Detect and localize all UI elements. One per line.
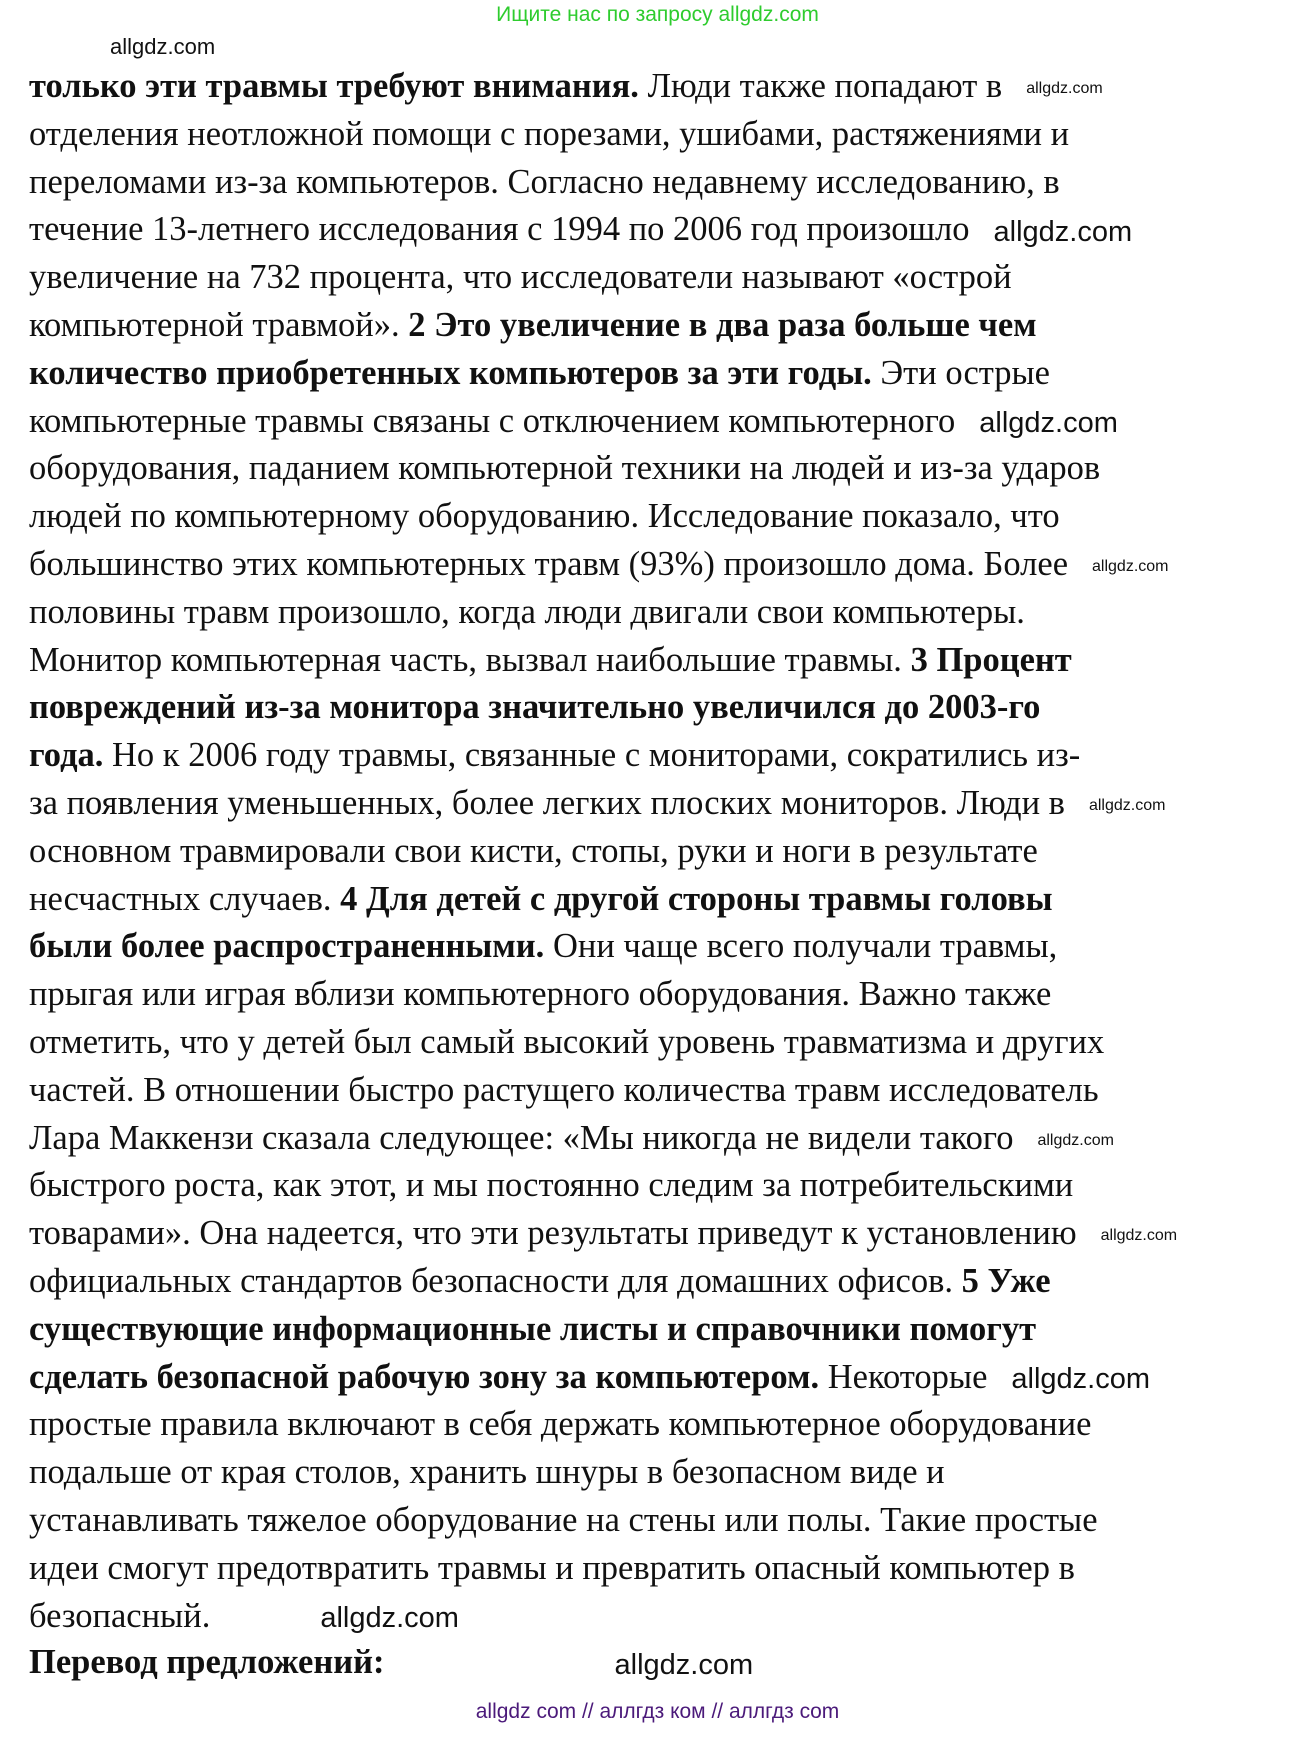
text-segment: частей. В отношении быстро растущего количества травм исследователь bbox=[29, 1070, 1099, 1109]
text-line bbox=[29, 974, 1051, 1014]
text-segment: Эти острые bbox=[871, 353, 1050, 392]
text-line bbox=[29, 162, 1060, 202]
text-segment: простые правила включают в себя держать компьютерное оборудование bbox=[29, 1405, 1092, 1444]
text-segment: за появления уменьшенных, более легких плоских мониторов. Люди в bbox=[29, 784, 1065, 822]
text-segment: половины травм произошло, когда люди двигали свои компьютеры. bbox=[29, 592, 1025, 631]
bold-text-segment: только эти травмы требуют внимания. bbox=[29, 67, 639, 105]
text-line bbox=[29, 1452, 945, 1492]
text-line bbox=[29, 783, 1165, 823]
text-segment: переломами из-за компьютеров. Согласно недавнему исследованию, в bbox=[29, 162, 1060, 201]
text-line bbox=[29, 592, 1025, 632]
bold-text-segment: повреждений из-за монитора значительно увеличился до 2003-го bbox=[29, 688, 1041, 727]
watermark: allgdz.com bbox=[320, 1602, 459, 1635]
text-segment: несчастных случаев. bbox=[29, 879, 341, 918]
text-line bbox=[29, 687, 1040, 727]
text-segment: прыгая или играя вблизи компьютерного оборудования. Важно также bbox=[29, 975, 1052, 1014]
watermark: allgdz.com bbox=[1011, 1363, 1151, 1396]
text-segment: подальше от края столов, хранить шнуры в безопасном виде и bbox=[29, 1453, 945, 1492]
watermark: allgdz.com bbox=[993, 215, 1133, 248]
text-segment: Они чаще всего получали травмы, bbox=[544, 927, 1058, 966]
text-line bbox=[29, 544, 1169, 584]
text-line bbox=[29, 1548, 1075, 1588]
text-segment: отметить, что у детей был самый высокий уровень травматизма и других bbox=[29, 1023, 1105, 1061]
text-line bbox=[29, 257, 1012, 297]
text-segment: течение 13-летнего исследования с 1994 по 2006 год произошло bbox=[29, 210, 970, 249]
text-line bbox=[29, 401, 1118, 441]
text-line bbox=[29, 66, 1103, 106]
watermark: allgdz.com bbox=[1100, 1227, 1178, 1245]
text-line bbox=[29, 735, 1080, 775]
search-banner: Ищите нас по запросу allgdz.com bbox=[496, 3, 819, 26]
watermark: allgdz.com bbox=[1088, 797, 1166, 815]
text-line bbox=[29, 1118, 1114, 1158]
footer-watermark: allgdz com // аллгдз ком // аллгдз com bbox=[475, 1700, 840, 1723]
bold-text-segment: количество приобретенных компьютеров за эти годы. bbox=[29, 353, 872, 392]
watermark: allgdz.com bbox=[110, 34, 216, 59]
text-segment: увеличение на 732 процента, что исследователи называют «острой bbox=[29, 258, 1012, 297]
bold-text-segment: 3 Процент bbox=[910, 640, 1072, 679]
text-segment: Монитор компьютерная часть, вызвал наибольшие травмы. bbox=[29, 640, 911, 679]
text-segment: быстрого роста, как этот, и мы постоянно следим за потребительскими bbox=[29, 1166, 1074, 1205]
bold-text-segment: были более распространенными. bbox=[29, 927, 545, 966]
text-line bbox=[29, 879, 1053, 919]
text-line bbox=[29, 353, 1050, 393]
text-segment: отделения неотложной помощи с порезами, ушибами, растяжениями и bbox=[29, 114, 1070, 153]
bold-text-segment: 4 Для детей с другой стороны травмы головы bbox=[340, 879, 1053, 918]
bold-text-segment: года. bbox=[29, 736, 104, 775]
text-line bbox=[29, 1213, 1177, 1253]
watermark: allgdz.com bbox=[614, 1648, 754, 1681]
text-line bbox=[29, 305, 1037, 345]
text-line bbox=[29, 1022, 1104, 1062]
text-line bbox=[29, 1070, 1099, 1110]
text-segment: Но к 2006 году травмы, связанные с мониторами, сократились из- bbox=[103, 736, 1081, 775]
text-line bbox=[29, 831, 1038, 871]
bold-text-segment: сделать безопасной рабочую зону за компьютером. bbox=[29, 1357, 820, 1396]
text-segment: компьютерной травмой». bbox=[29, 306, 409, 344]
text-line bbox=[29, 209, 1132, 249]
watermark: allgdz.com bbox=[1037, 1131, 1114, 1149]
text-line bbox=[29, 1309, 1036, 1349]
text-segment: оборудования, паданием компьютерной техники на людей и из-за ударов bbox=[29, 449, 1101, 488]
text-segment: компьютерные травмы связаны с отключением компьютерного bbox=[29, 401, 956, 440]
text-line bbox=[29, 1500, 1098, 1540]
text-segment: основном травмировали свои кисти, стопы, руки и ноги в результате bbox=[29, 831, 1038, 870]
text-segment: людей по компьютерному оборудованию. Исследование показало, что bbox=[29, 497, 1060, 536]
text-segment: безопасный. bbox=[29, 1596, 211, 1635]
text-segment: идеи смогут предотвратить травмы и превратить опасный компьютер в bbox=[29, 1548, 1075, 1587]
text-line bbox=[29, 1165, 1073, 1205]
text-segment: товарами». Она надеется, что эти результаты приведут к установлению bbox=[29, 1214, 1077, 1253]
text-line bbox=[29, 448, 1100, 488]
text-segment: Некоторые bbox=[819, 1357, 988, 1396]
text-segment: большинство этих компьютерных травм (93%) произошло дома. Более bbox=[29, 545, 1069, 583]
watermark: allgdz.com bbox=[1026, 80, 1103, 98]
bold-text-segment: 2 Это увеличение в два раза больше чем bbox=[408, 306, 1037, 344]
text-line bbox=[29, 926, 1057, 966]
section-heading-row bbox=[29, 1642, 753, 1682]
text-line bbox=[29, 1404, 1091, 1444]
bold-text-segment: 5 Уже bbox=[961, 1262, 1051, 1300]
text-line bbox=[29, 496, 1060, 536]
text-line bbox=[29, 640, 1072, 680]
text-line bbox=[29, 1357, 1150, 1397]
text-segment: устанавливать тяжелое оборудование на стены или полы. Такие простые bbox=[29, 1501, 1098, 1539]
text-segment: Лара Маккензи сказала следующее: «Мы никогда не видели такого bbox=[29, 1118, 1014, 1157]
text-segment: Люди также попадают в bbox=[638, 67, 1003, 105]
text-line bbox=[29, 1261, 1051, 1301]
watermark: allgdz.com bbox=[979, 407, 1118, 440]
text-line bbox=[29, 1596, 459, 1636]
section-heading: Перевод предложений: bbox=[29, 1643, 385, 1681]
watermark: allgdz.com bbox=[1092, 558, 1169, 576]
bold-text-segment: существующие информационные листы и справочники помогут bbox=[29, 1309, 1037, 1348]
text-line bbox=[29, 114, 1069, 154]
text-segment: официальных стандартов безопасности для домашних офисов. bbox=[29, 1262, 962, 1300]
